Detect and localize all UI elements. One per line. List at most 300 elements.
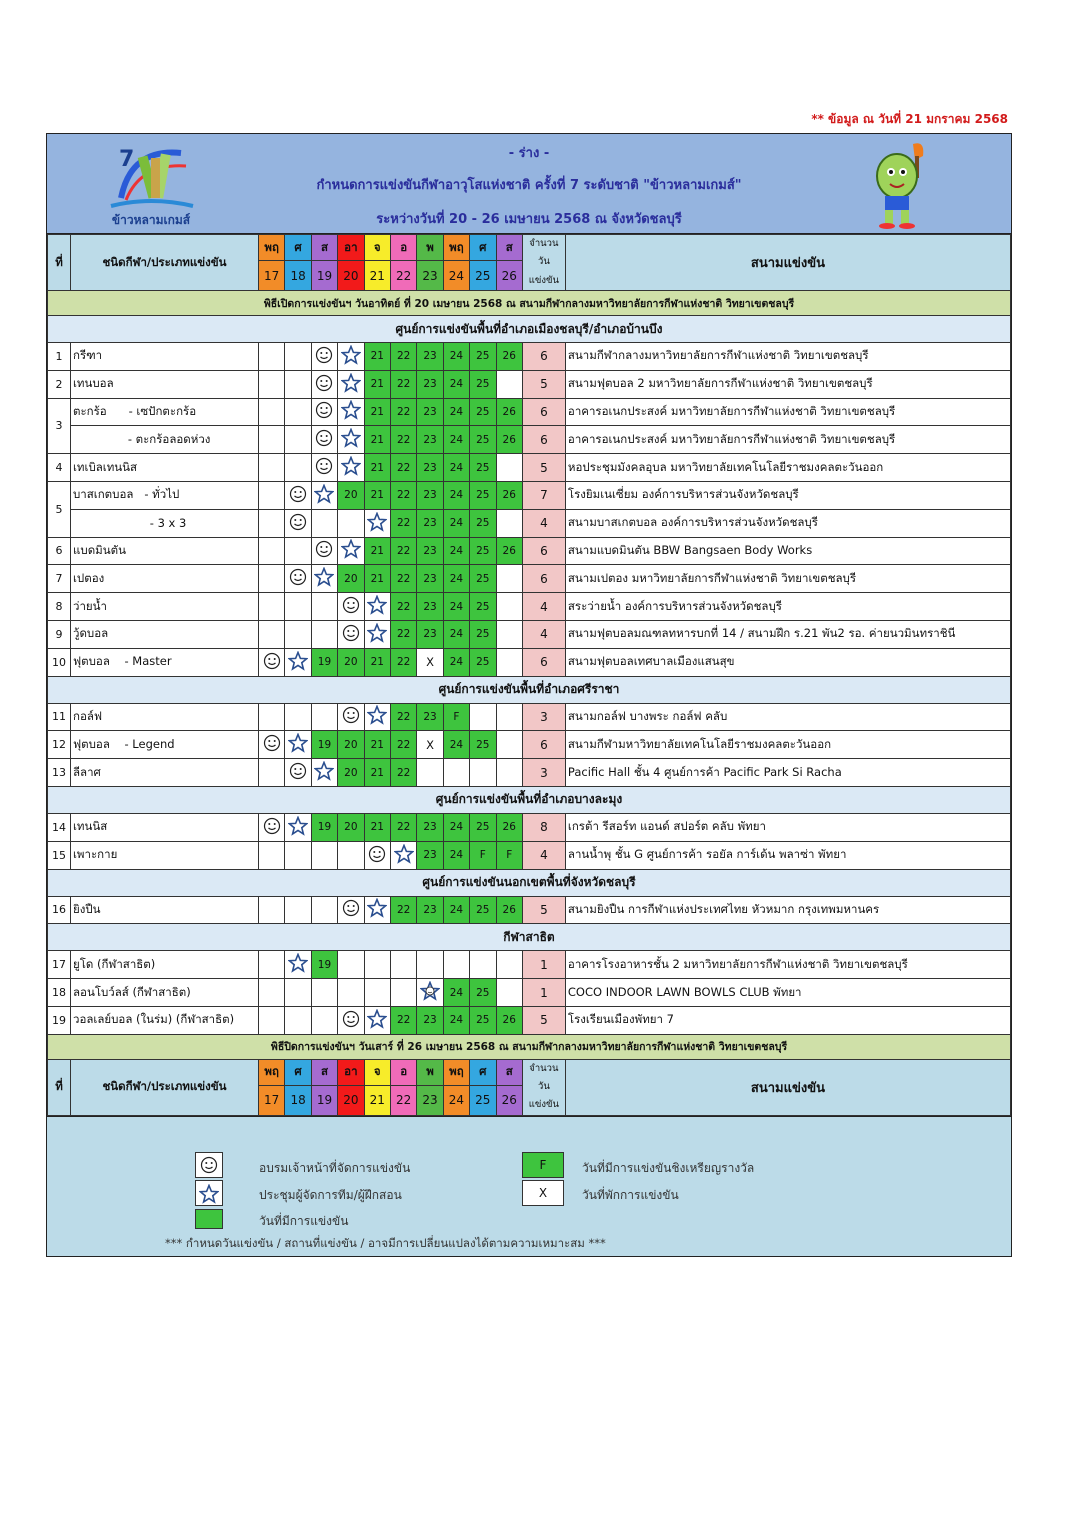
sport-name: - 3 x 3 xyxy=(71,509,259,537)
bottom-header-days xyxy=(48,1059,1011,1085)
row-number: 10 xyxy=(48,648,71,676)
star-icon xyxy=(338,343,364,371)
competition-day-cell: 22 xyxy=(390,731,416,759)
table-row xyxy=(48,648,1011,676)
row-number: 16 xyxy=(48,896,71,924)
sport-name: เทนบอล xyxy=(71,370,259,398)
competition-day-cell: 21 xyxy=(364,759,390,787)
competition-day-cell: 25 xyxy=(470,1006,496,1034)
smiley-icon xyxy=(311,454,337,482)
competition-day-cell: 22 xyxy=(390,454,416,482)
star-smiley-icon xyxy=(417,979,443,1007)
competition-day-cell: 25 xyxy=(470,509,496,537)
bottom-col-sport: ชนิดกีฬา/ประเภทแข่งขัน xyxy=(71,1059,259,1115)
sport-name: วอลเลย์บอล (ในร่ม) (กีฬาสาธิต) xyxy=(71,1006,259,1034)
empty-day-cell xyxy=(259,841,285,869)
smiley-icon xyxy=(285,481,311,509)
empty-day-cell xyxy=(496,509,522,537)
day-count: 6 xyxy=(522,537,565,565)
empty-day-cell xyxy=(364,951,390,979)
competition-day-cell: 25 xyxy=(470,979,496,1007)
smiley-icon xyxy=(311,426,337,454)
competition-day-cell: 25 xyxy=(470,426,496,454)
empty-day-cell xyxy=(285,593,311,621)
section-title-text: ศูนย์การแข่งขันพื้นที่อำเภอเมืองชลบุรี/อำเภอบ้านบึง xyxy=(48,316,1011,343)
bottom-day-date: 20 xyxy=(338,1085,364,1115)
row-number: 19 xyxy=(48,1006,71,1034)
competition-day-cell: 22 xyxy=(390,1006,416,1034)
star-icon xyxy=(311,759,337,787)
top-day-abbr: จ xyxy=(364,235,390,261)
empty-day-cell xyxy=(496,731,522,759)
day-count: 3 xyxy=(522,759,565,787)
competition-day-cell: 23 xyxy=(417,620,443,648)
day-count: 6 xyxy=(522,648,565,676)
competition-day-cell: 24 xyxy=(443,481,469,509)
venue-name: หอประชุมมังคลอุบล มหาวิทยาลัยเทคโนโลยีราชมงคลตะวันออก xyxy=(565,454,1010,482)
day-count: 5 xyxy=(522,454,565,482)
competition-day-cell: 25 xyxy=(470,537,496,565)
star-icon xyxy=(338,426,364,454)
section-title xyxy=(48,869,1011,896)
competition-day-cell: 23 xyxy=(417,509,443,537)
empty-day-cell xyxy=(285,620,311,648)
star-icon xyxy=(364,703,390,731)
legend-final-text: วันที่มีการแข่งขันชิงเหรียญรางวัล xyxy=(582,1160,755,1175)
table-row xyxy=(48,731,1011,759)
competition-day-cell: 26 xyxy=(496,398,522,426)
competition-day-cell: 19 xyxy=(311,731,337,759)
empty-day-cell xyxy=(259,979,285,1007)
star-icon xyxy=(311,481,337,509)
competition-day-cell: 24 xyxy=(443,370,469,398)
day-count: 6 xyxy=(522,565,565,593)
competition-day-cell: 23 xyxy=(417,454,443,482)
sport-name: กอล์ฟ xyxy=(71,703,259,731)
top-day-abbr: ศ xyxy=(285,235,311,261)
bottom-day-abbr: พฤ xyxy=(259,1059,285,1085)
competition-day-cell: 22 xyxy=(390,896,416,924)
empty-day-cell xyxy=(259,343,285,371)
count-label-3: แข่งขัน xyxy=(528,1099,560,1111)
venue-name: โรงเรียนเมืองพัทยา 7 xyxy=(565,1006,1010,1034)
competition-day-cell: 24 xyxy=(443,593,469,621)
table-row xyxy=(48,370,1011,398)
star-icon xyxy=(285,951,311,979)
sport-name: บาสเกตบอล - ทั่วไป xyxy=(71,481,259,509)
competition-day-cell: 21 xyxy=(364,537,390,565)
competition-day-cell: 22 xyxy=(390,398,416,426)
schedule-table xyxy=(47,234,1011,1116)
day-count: 5 xyxy=(522,370,565,398)
empty-day-cell xyxy=(259,537,285,565)
rest-day-cell: X xyxy=(417,731,443,759)
empty-day-cell xyxy=(338,841,364,869)
empty-day-cell xyxy=(259,509,285,537)
empty-day-cell xyxy=(285,370,311,398)
competition-day-cell: 24 xyxy=(443,509,469,537)
empty-day-cell xyxy=(417,759,443,787)
empty-day-cell xyxy=(285,398,311,426)
empty-day-cell xyxy=(496,703,522,731)
sport-name: ว่ายน้ำ xyxy=(71,593,259,621)
empty-day-cell xyxy=(259,593,285,621)
competition-day-cell: 23 xyxy=(417,813,443,841)
competition-day-cell: 22 xyxy=(390,565,416,593)
competition-day-cell: 25 xyxy=(470,370,496,398)
competition-day-cell: 24 xyxy=(443,565,469,593)
sport-name: ลีลาศ xyxy=(71,759,259,787)
empty-day-cell xyxy=(259,1006,285,1034)
top-day-date: 19 xyxy=(311,261,337,291)
day-count: 1 xyxy=(522,979,565,1007)
empty-day-cell xyxy=(496,620,522,648)
star-icon xyxy=(364,1006,390,1034)
svg-text:7: 7 xyxy=(119,147,135,172)
empty-day-cell xyxy=(311,593,337,621)
top-day-date: 20 xyxy=(338,261,364,291)
bottom-col-venue: สนามแข่งขัน xyxy=(565,1059,1010,1115)
section-title xyxy=(48,924,1011,951)
competition-day-cell: 25 xyxy=(470,454,496,482)
top-day-date: 24 xyxy=(443,261,469,291)
bottom-day-abbr: ศ xyxy=(285,1059,311,1085)
empty-day-cell xyxy=(259,703,285,731)
sport-name: ฟุตบอล - Legend xyxy=(71,731,259,759)
empty-day-cell xyxy=(285,343,311,371)
competition-day-cell: 20 xyxy=(338,759,364,787)
competition-day-cell: 22 xyxy=(390,370,416,398)
smiley-icon xyxy=(311,370,337,398)
bottom-day-abbr: ศ xyxy=(470,1059,496,1085)
opening-ceremony-row xyxy=(48,291,1011,316)
empty-day-cell xyxy=(443,759,469,787)
competition-day-cell: 25 xyxy=(470,731,496,759)
rest-day-cell: X xyxy=(417,648,443,676)
smiley-icon xyxy=(285,509,311,537)
top-day-abbr: พ xyxy=(417,235,443,261)
top-col-venue: สนามแข่งขัน xyxy=(565,235,1010,291)
logo-caption: ข้าวหลามเกมส์ xyxy=(111,213,191,227)
venue-name: COCO INDOOR LAWN BOWLS CLUB พัทยา xyxy=(565,979,1010,1007)
competition-day-cell: 22 xyxy=(390,759,416,787)
row-number: 11 xyxy=(48,703,71,731)
competition-day-cell: 24 xyxy=(443,426,469,454)
empty-day-cell xyxy=(496,759,522,787)
top-day-abbr: ส xyxy=(496,235,522,261)
competition-day-cell: 24 xyxy=(443,979,469,1007)
bottom-col-no: ที่ xyxy=(48,1059,71,1115)
day-count: 6 xyxy=(522,731,565,759)
schedule-frame xyxy=(46,133,1012,1257)
top-day-date: 25 xyxy=(470,261,496,291)
bottom-day-date: 19 xyxy=(311,1085,337,1115)
venue-name: สนามกีฬากลางมหาวิทยาลัยการกีฬาแห่งชาติ วิทยาเขตชลบุรี xyxy=(565,343,1010,371)
star-icon xyxy=(311,565,337,593)
competition-day-cell: 21 xyxy=(364,813,390,841)
section-title-text: กีฬาสาธิต xyxy=(48,924,1011,951)
competition-day-cell: 24 xyxy=(443,841,469,869)
table-row xyxy=(48,951,1011,979)
opening-ceremony-row-text: พิธีเปิดการแข่งขันฯ วันอาทิตย์ ที่ 20 เมษายน 2568 ณ สนามกีฬากลางมหาวิทยาลัยการกีฬาแห่งชาติ วิทยาเขตชลบุรี xyxy=(48,291,1011,316)
sport-name: วู้ดบอล xyxy=(71,620,259,648)
competition-day-cell: 25 xyxy=(470,620,496,648)
row-number: 7 xyxy=(48,565,71,593)
star-icon xyxy=(338,454,364,482)
row-number: 1 xyxy=(48,343,71,371)
row-number: 2 xyxy=(48,370,71,398)
empty-day-cell xyxy=(496,951,522,979)
bottom-day-date: 25 xyxy=(470,1085,496,1115)
bottom-day-abbr: พฤ xyxy=(443,1059,469,1085)
table-row xyxy=(48,841,1011,869)
empty-day-cell xyxy=(338,951,364,979)
empty-day-cell xyxy=(496,370,522,398)
competition-day-cell: 20 xyxy=(338,481,364,509)
competition-day-cell: 23 xyxy=(417,398,443,426)
table-row xyxy=(48,565,1011,593)
venue-name: สนามฟุตบอล 2 มหาวิทยาลัยการกีฬาแห่งชาติ วิทยาเขตชลบุรี xyxy=(565,370,1010,398)
sport-name: กรีฑา xyxy=(71,343,259,371)
competition-day-cell: 21 xyxy=(364,481,390,509)
top-day-date: 18 xyxy=(285,261,311,291)
sport-name: - ตะกร้อลอดห่วง xyxy=(71,426,259,454)
competition-day-cell: 21 xyxy=(364,731,390,759)
day-count: 6 xyxy=(522,343,565,371)
star-icon xyxy=(195,1180,223,1206)
empty-day-cell xyxy=(496,979,522,1007)
competition-day-cell: 22 xyxy=(390,813,416,841)
competition-day-cell: 24 xyxy=(443,454,469,482)
table-row xyxy=(48,979,1011,1007)
table-row xyxy=(48,703,1011,731)
smiley-icon xyxy=(338,896,364,924)
table-row xyxy=(48,454,1011,482)
empty-day-cell xyxy=(259,481,285,509)
day-count: 4 xyxy=(522,509,565,537)
smiley-icon xyxy=(259,648,285,676)
closing-ceremony-row-text: พิธีปิดการแข่งขันฯ วันเสาร์ ที่ 26 เมษายน 2568 ณ สนามกีฬากลางมหาวิทยาลัยการกีฬาแห่งชาติ วิทยาเขตชลบุรี xyxy=(48,1034,1011,1059)
day-count: 6 xyxy=(522,426,565,454)
row-number: 13 xyxy=(48,759,71,787)
empty-day-cell xyxy=(259,370,285,398)
row-number: 18 xyxy=(48,979,71,1007)
top-day-date: 22 xyxy=(390,261,416,291)
competition-day-cell: 26 xyxy=(496,343,522,371)
empty-day-cell xyxy=(496,565,522,593)
venue-name: อาคารโรงอาหารชั้น 2 มหาวิทยาลัยการกีฬาแห่งชาติ วิทยาเขตชลบุรี xyxy=(565,951,1010,979)
row-number: 8 xyxy=(48,593,71,621)
star-icon xyxy=(390,841,416,869)
venue-name: สระว่ายน้ำ องค์การบริหารส่วนจังหวัดชลบุรี xyxy=(565,593,1010,621)
empty-day-cell xyxy=(259,896,285,924)
smiley-icon xyxy=(195,1152,223,1178)
smiley-icon xyxy=(311,343,337,371)
table-row xyxy=(48,759,1011,787)
competition-day-cell: 26 xyxy=(496,896,522,924)
sport-name: แบดมินตัน xyxy=(71,537,259,565)
table-row xyxy=(48,481,1011,509)
smiley-icon xyxy=(285,565,311,593)
venue-name: สนามฟุตบอลเทศบาลเมืองแสนสุข xyxy=(565,648,1010,676)
row-number: 6 xyxy=(48,537,71,565)
competition-day-cell: 21 xyxy=(364,454,390,482)
legend-green-text: วันที่มีการแข่งขัน xyxy=(259,1213,349,1228)
smiley-icon xyxy=(285,759,311,787)
bottom-day-date: 22 xyxy=(390,1085,416,1115)
competition-day-cell: 22 xyxy=(390,343,416,371)
smiley-icon xyxy=(338,1006,364,1034)
empty-day-cell xyxy=(285,703,311,731)
bottom-day-date: 21 xyxy=(364,1085,390,1115)
competition-day-cell: 19 xyxy=(311,951,337,979)
rest-day-swatch: X xyxy=(522,1180,564,1206)
sport-name: ยิงปืน xyxy=(71,896,259,924)
competition-day-cell: 24 xyxy=(443,537,469,565)
top-day-date: 21 xyxy=(364,261,390,291)
empty-day-cell xyxy=(338,979,364,1007)
bottom-day-date: 17 xyxy=(259,1085,285,1115)
bottom-day-abbr: ส xyxy=(496,1059,522,1085)
empty-day-cell xyxy=(470,951,496,979)
empty-day-cell xyxy=(470,759,496,787)
empty-day-cell xyxy=(311,703,337,731)
final-day-cell: F xyxy=(496,841,522,869)
sport-name: ลอนโบว์ลส์ (กีฬาสาธิต) xyxy=(71,979,259,1007)
competition-day-cell: 21 xyxy=(364,426,390,454)
competition-day-cell: 23 xyxy=(417,841,443,869)
competition-day-cell: 25 xyxy=(470,343,496,371)
section-title-text: ศูนย์การแข่งขันพื้นที่อำเภอศรีราชา xyxy=(48,676,1011,703)
count-label-3: แข่งขัน xyxy=(528,274,560,286)
green-swatch xyxy=(195,1209,223,1229)
disclaimer-note: *** กำหนดวันแข่งขัน / สถานที่แข่งขัน / อาจมีการเปลี่ยนแปลงได้ตามความเหมาะสม *** xyxy=(165,1235,606,1250)
empty-day-cell xyxy=(285,841,311,869)
empty-day-cell xyxy=(311,1006,337,1034)
competition-day-cell: 23 xyxy=(417,537,443,565)
competition-day-cell: 23 xyxy=(417,426,443,454)
section-title-text: ศูนย์การแข่งขันนอกเขตพื้นที่จังหวัดชลบุรี xyxy=(48,869,1011,896)
competition-day-cell: 26 xyxy=(496,537,522,565)
competition-day-cell: 20 xyxy=(338,813,364,841)
competition-day-cell: 22 xyxy=(390,703,416,731)
sport-name: เทเบิลเทนนิส xyxy=(71,454,259,482)
page-title: กำหนดการแข่งขันกีฬาอาวุโสแห่งชาติ ครั้งที่ 7 ระดับชาติ "ข้าวหลามเกมส์" xyxy=(316,178,742,193)
competition-day-cell: 23 xyxy=(417,1006,443,1034)
competition-day-cell: 21 xyxy=(364,648,390,676)
competition-day-cell: 25 xyxy=(470,593,496,621)
venue-name: เกรต้า รีสอร์ท แอนด์ สปอร์ต คลับ พัทยา xyxy=(565,813,1010,841)
day-count: 8 xyxy=(522,813,565,841)
sport-name: เพาะกาย xyxy=(71,841,259,869)
sport-name: เทนนิส xyxy=(71,813,259,841)
legend-star-text: ประชุมผู้จัดการทีม/ผู้ฝึกสอน xyxy=(259,1187,402,1202)
top-day-date: 23 xyxy=(417,261,443,291)
competition-day-cell: 23 xyxy=(417,343,443,371)
venue-name: อาคารอเนกประสงค์ มหาวิทยาลัยการกีฬาแห่งชาติ วิทยาเขตชลบุรี xyxy=(565,398,1010,426)
table-row xyxy=(48,343,1011,371)
top-day-abbr: พฤ xyxy=(259,235,285,261)
empty-day-cell xyxy=(285,454,311,482)
empty-day-cell xyxy=(285,896,311,924)
competition-day-cell: 25 xyxy=(470,896,496,924)
sport-name: ตะกร้อ - เซปักตะกร้อ xyxy=(71,398,259,426)
competition-day-cell: 21 xyxy=(364,343,390,371)
star-icon xyxy=(338,370,364,398)
as-of-date: ** ข้อมูล ณ วันที่ 21 มกราคม 2568 xyxy=(811,112,1008,126)
smiley-icon xyxy=(338,593,364,621)
star-icon xyxy=(364,896,390,924)
bottom-day-abbr: ส xyxy=(311,1059,337,1085)
empty-day-cell xyxy=(443,951,469,979)
day-count: 4 xyxy=(522,841,565,869)
legend-rest-text: วันที่พักการแข่งขัน xyxy=(582,1187,679,1202)
venue-name: สนามกอล์ฟ บางพระ กอล์ฟ คลับ xyxy=(565,703,1010,731)
day-count: 7 xyxy=(522,481,565,509)
final-day-cell: F xyxy=(470,841,496,869)
row-number: 12 xyxy=(48,731,71,759)
final-day-cell: F xyxy=(443,703,469,731)
competition-day-cell: 19 xyxy=(311,813,337,841)
section-title xyxy=(48,316,1011,343)
top-col-sport: ชนิดกีฬา/ประเภทแข่งขัน xyxy=(71,235,259,291)
venue-name: สนามฟุตบอลมณฑลทหารบกที่ 14 / สนามฝึก ร.21 พัน2 รอ. ค่ายนวมินทราชินี xyxy=(565,620,1010,648)
competition-day-cell: 26 xyxy=(496,813,522,841)
competition-day-cell: 20 xyxy=(338,648,364,676)
venue-name: สนามแบดมินตัน BBW Bangsaen Body Works xyxy=(565,537,1010,565)
day-count: 4 xyxy=(522,620,565,648)
empty-day-cell xyxy=(285,537,311,565)
venue-name: สนามเปตอง มหาวิทยาลัยการกีฬาแห่งชาติ วิทยาเขตชลบุรี xyxy=(565,565,1010,593)
top-day-abbr: อา xyxy=(338,235,364,261)
empty-day-cell xyxy=(496,454,522,482)
sport-name: ฟุตบอล - Master xyxy=(71,648,259,676)
page-header xyxy=(47,134,1011,234)
competition-day-cell: 23 xyxy=(417,565,443,593)
competition-day-cell: 20 xyxy=(338,565,364,593)
bottom-day-date: 24 xyxy=(443,1085,469,1115)
row-number: 15 xyxy=(48,841,71,869)
empty-day-cell xyxy=(470,703,496,731)
row-number: 14 xyxy=(48,813,71,841)
competition-day-cell: 22 xyxy=(390,481,416,509)
competition-day-cell: 22 xyxy=(390,593,416,621)
competition-day-cell: 20 xyxy=(338,731,364,759)
star-icon xyxy=(285,731,311,759)
day-count: 5 xyxy=(522,1006,565,1034)
top-day-abbr: ศ xyxy=(470,235,496,261)
table-row xyxy=(48,896,1011,924)
empty-day-cell xyxy=(259,620,285,648)
empty-day-cell xyxy=(259,454,285,482)
star-icon xyxy=(338,537,364,565)
empty-day-cell xyxy=(390,979,416,1007)
empty-day-cell xyxy=(417,951,443,979)
table-row xyxy=(48,398,1011,426)
bottom-day-date: 26 xyxy=(496,1085,522,1115)
closing-ceremony-row xyxy=(48,1034,1011,1059)
top-day-date: 17 xyxy=(259,261,285,291)
empty-day-cell xyxy=(364,979,390,1007)
smiley-icon xyxy=(259,731,285,759)
empty-day-cell xyxy=(311,620,337,648)
top-day-abbr: อ xyxy=(390,235,416,261)
page-subtitle: ระหว่างวันที่ 20 - 26 เมษายน 2568 ณ จังหวัดชลบุรี xyxy=(376,212,682,227)
top-col-count xyxy=(522,235,565,291)
competition-day-cell: 22 xyxy=(390,620,416,648)
competition-day-cell: 25 xyxy=(470,398,496,426)
smiley-icon xyxy=(364,841,390,869)
